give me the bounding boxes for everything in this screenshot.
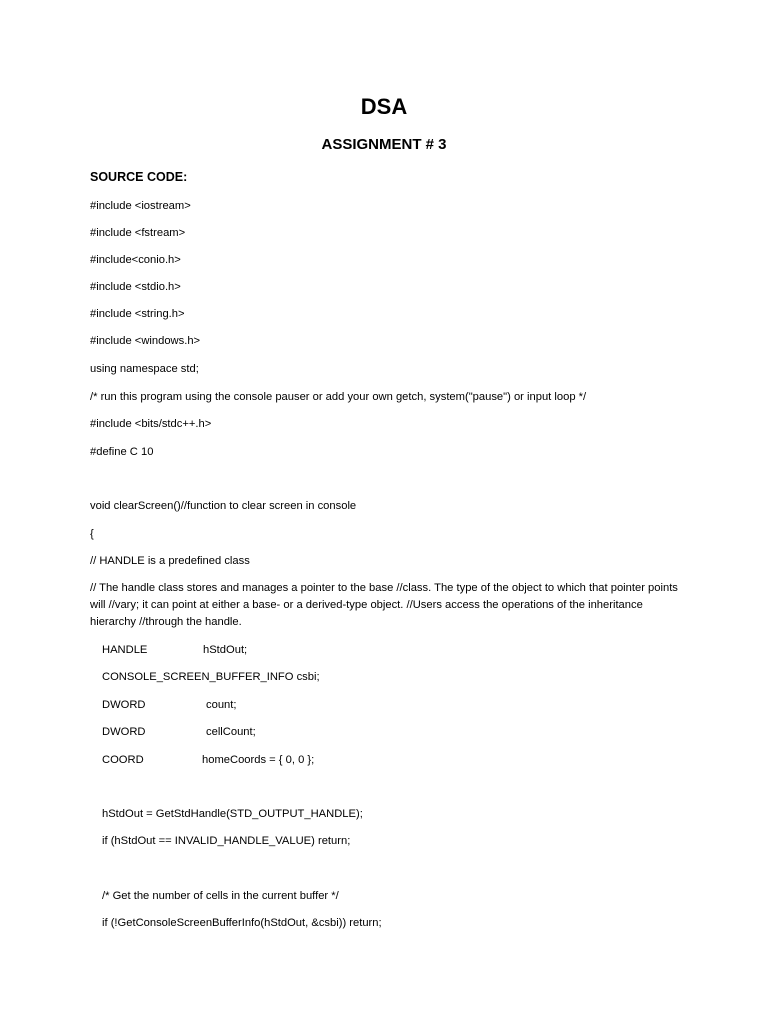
code-line: #include <stdio.h> [90,281,181,293]
code-line: { [90,528,94,540]
code-line: #include <fstream> [90,227,186,239]
code-line: using namespace std; [90,363,199,375]
code-line: #define C 10 [90,446,154,458]
document-title: DSA [360,94,408,119]
code-line: /* Get the number of cells in the current buffer */ [102,890,339,902]
declaration-type: COORD [102,754,144,766]
code-line: // HANDLE is a predefined class [90,555,250,567]
comment-paragraph: // The handle class stores and manages a pointer to the base //class. The type of the object to which that pointer points will //vary; it can point at either a base- or a derived-type object. //Users access the operations of the inheritance hierarchy //through the handle. [90,582,678,628]
code-line: hStdOut = GetStdHandle(STD_OUTPUT_HANDLE); [102,808,363,820]
declaration-type: HANDLE [102,644,148,656]
code-line: #include <iostream> [90,200,191,212]
code-line: #include<conio.h> [90,254,181,266]
declaration-type: CONSOLE_SCREEN_BUFFER_INFO csbi; [102,671,320,683]
code-line: void clearScreen()//function to clear screen in console [90,500,357,512]
declaration-value: cellCount; [206,726,256,738]
code-line: if (hStdOut == INVALID_HANDLE_VALUE) return; [102,835,351,847]
declaration-value: homeCoords = { 0, 0 }; [202,754,315,766]
declaration-value: hStdOut; [203,644,248,656]
declaration-type: DWORD [102,726,146,738]
code-line: if (!GetConsoleScreenBufferInfo(hStdOut, &csbi)) return; [102,917,382,929]
declaration-type: DWORD [102,699,146,711]
declaration-value: count; [206,699,237,711]
code-line: #include <bits/stdc++.h> [90,418,212,430]
code-line: #include <string.h> [90,308,185,320]
code-line: /* run this program using the console pauser or add your own getch, system("pause") or input loop */ [90,391,587,403]
assignment-subtitle: ASSIGNMENT # 3 [321,136,447,153]
code-line: #include <windows.h> [90,335,201,347]
section-heading: SOURCE CODE: [90,170,188,184]
